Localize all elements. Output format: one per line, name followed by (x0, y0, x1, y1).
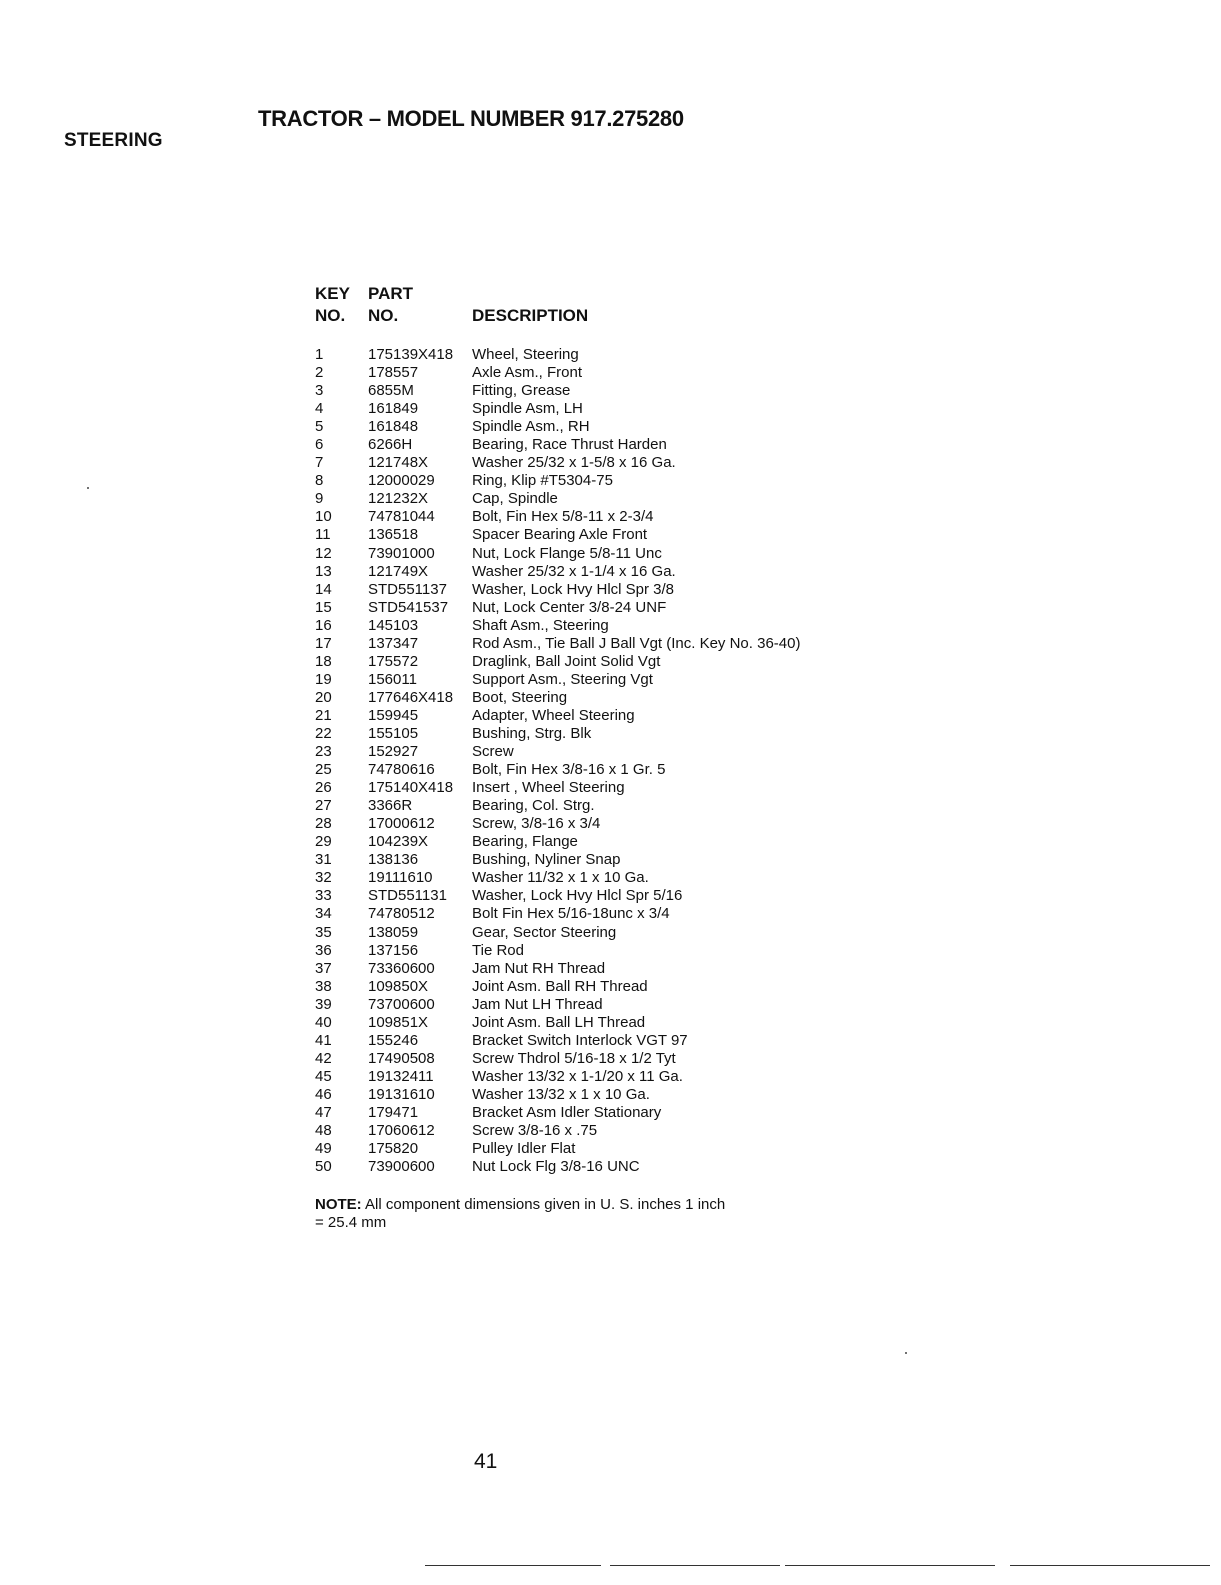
key-cell: 49 (315, 1140, 332, 1158)
description-cell: Screw, 3/8-16 x 3/4 (472, 815, 601, 833)
part-number-cell: 17000612 (368, 815, 435, 833)
part-number-cell: 145103 (368, 616, 419, 634)
key-cell: 12 (315, 544, 332, 562)
description-cell: Bearing, Flange (472, 833, 578, 851)
description-cell: Bracket Asm Idler Stationary (472, 1103, 662, 1121)
key-cell: 17 (315, 634, 332, 652)
description-cell: Washer, Lock Hvy Hlcl Spr 3/8 (472, 580, 675, 598)
key-cell: 27 (315, 797, 332, 815)
description-cell: Washer 25/32 x 1-5/8 x 16 Ga. (472, 454, 676, 472)
description-cell: Shaft Asm., Steering (472, 616, 609, 634)
key-cell: 26 (315, 779, 332, 797)
key-cell: 11 (315, 526, 331, 544)
description-cell: Washer 11/32 x 1 x 10 Ga. (472, 869, 649, 887)
part-number-cell: 137156 (368, 941, 419, 959)
description-cell: Draglink, Ball Joint Solid Vgt (472, 652, 661, 670)
description-cell: Screw 3/8-16 x .75 (472, 1122, 598, 1140)
key-cell: 28 (315, 815, 332, 833)
description-cell: Adapter, Wheel Steering (472, 706, 635, 724)
description-cell: Pulley Idler Flat (472, 1140, 576, 1158)
part-number-cell: STD551131 (368, 887, 447, 905)
part-number-cell: 12000029 (368, 472, 435, 490)
scan-speck (87, 487, 89, 489)
part-number-cell: 19132411 (368, 1067, 434, 1085)
description-cell: Spacer Bearing Axle Front (472, 526, 648, 544)
part-number-cell: 179471 (368, 1103, 419, 1121)
description-cell: Fitting, Grease (472, 382, 571, 400)
part-number-cell: 177646X418 (368, 688, 454, 706)
key-cell: 4 (315, 400, 324, 418)
key-cell: 29 (315, 833, 332, 851)
key-cell: 16 (315, 616, 332, 634)
part-number-cell: 121748X (368, 454, 429, 472)
description-cell: Insert , Wheel Steering (472, 779, 625, 797)
key-cell: 22 (315, 724, 332, 742)
footer-rule (425, 1565, 601, 1566)
part-number-cell: 161848 (368, 418, 419, 436)
key-cell: 6 (315, 436, 324, 454)
key-header-line2: NO. (315, 306, 346, 325)
part-number-cell: 74780616 (368, 761, 435, 779)
description-cell: Joint Asm. Ball RH Thread (472, 977, 648, 995)
part-number-cell: 6855M (368, 382, 414, 400)
footer-rule (785, 1565, 995, 1566)
part-number-cell: 152927 (368, 743, 419, 761)
key-cell: 18 (315, 652, 332, 670)
key-cell: 42 (315, 1049, 332, 1067)
description-cell: Ring, Klip #T5304-75 (472, 472, 613, 490)
description-cell: Washer 25/32 x 1-1/4 x 16 Ga. (472, 562, 676, 580)
key-cell: 50 (315, 1158, 332, 1176)
part-number-cell: 109850X (368, 977, 429, 995)
part-number-cell: 155246 (368, 1031, 419, 1049)
key-cell: 38 (315, 977, 332, 995)
description-cell: Gear, Sector Steering (472, 923, 617, 941)
part-number-cell: 109851X (368, 1013, 429, 1031)
part-number-cell: 121232X (368, 490, 429, 508)
part-number-cell: 104239X (368, 833, 429, 851)
key-cell: 41 (315, 1031, 332, 1049)
part-number-cell: 73901000 (368, 544, 435, 562)
description-cell: Boot, Steering (472, 688, 568, 706)
description-cell: Bushing, Nyliner Snap (472, 851, 621, 869)
key-cell: 1 (315, 346, 324, 363)
description-cell: Washer, Lock Hvy Hlcl Spr 5/16 (472, 887, 683, 905)
key-cell: 14 (315, 580, 332, 598)
part-number-cell: 3366R (368, 797, 413, 815)
note (315, 1196, 735, 1232)
part-number-cell: 6266H (368, 436, 413, 454)
key-cell: 20 (315, 688, 332, 706)
key-cell: 48 (315, 1122, 332, 1140)
key-cell: 33 (315, 887, 332, 905)
part-number-cell: 138059 (368, 923, 419, 941)
key-cell: 39 (315, 995, 332, 1013)
part-number-cell: 175572 (368, 652, 419, 670)
part-number-cell: STD551137 (368, 580, 447, 598)
note-label: NOTE: (315, 1196, 362, 1213)
description-cell: Washer 13/32 x 1-1/20 x 11 Ga. (472, 1067, 683, 1085)
part-number-cell: 121749X (368, 562, 429, 580)
key-cell: 45 (315, 1067, 332, 1085)
key-cell: 35 (315, 923, 332, 941)
part-number-cell: 138136 (368, 851, 419, 869)
part-number-cell: 17060612 (368, 1122, 435, 1140)
description-cell: Nut, Lock Center 3/8-24 UNF (472, 598, 667, 616)
description-cell: Bearing, Col. Strg. (472, 797, 595, 815)
key-cell: 15 (315, 598, 332, 616)
key-cell: 25 (315, 761, 332, 779)
description-cell: Bolt, Fin Hex 5/8-11 x 2-3/4 (472, 508, 654, 526)
part-number-cell: 156011 (368, 670, 417, 688)
part-number-cell: 136518 (368, 526, 419, 544)
description-cell: Joint Asm. Ball LH Thread (472, 1013, 646, 1031)
description-cell: Jam Nut LH Thread (472, 995, 603, 1013)
key-cell: 47 (315, 1103, 332, 1121)
page-number: 41 (474, 1450, 498, 1473)
part-number-cell: 73360600 (368, 959, 435, 977)
part-number-cell: 19111610 (368, 869, 433, 887)
part-number-cell: 159945 (368, 706, 419, 724)
description-cell: Screw (472, 743, 514, 761)
description-cell: Nut, Lock Flange 5/8-11 Unc (472, 544, 662, 562)
key-cell: 7 (315, 454, 324, 472)
description-cell: Washer 13/32 x 1 x 10 Ga. (472, 1085, 650, 1103)
description-cell: Bolt Fin Hex 5/16-18unc x 3/4 (472, 905, 670, 923)
footer-rule (610, 1565, 780, 1566)
part-number-cell: 19131610 (368, 1085, 435, 1103)
description-cell: Support Asm., Steering Vgt (472, 670, 653, 688)
key-cell: 9 (315, 490, 324, 508)
part-number-cell: 155105 (368, 724, 419, 742)
key-cell: 10 (315, 508, 332, 526)
description-cell: Bracket Switch Interlock VGT 97 (472, 1031, 688, 1049)
key-cell: 46 (315, 1085, 332, 1103)
description-cell: Tie Rod (472, 941, 524, 959)
description-cell: Rod Asm., Tie Ball J Ball Vgt (Inc. Key No. 36-40) (472, 634, 801, 652)
part-number-cell: 161849 (368, 400, 419, 418)
key-cell: 34 (315, 905, 332, 923)
part-header-line2: NO. (368, 306, 399, 325)
description-cell: Wheel, Steering (472, 346, 579, 363)
part-number-cell: 175139X418 (368, 346, 454, 363)
key-cell: 19 (315, 670, 332, 688)
key-cell: 13 (315, 562, 332, 580)
part-number-cell: 17490508 (368, 1049, 435, 1067)
part-number-cell: 74780512 (368, 905, 435, 923)
key-cell: 36 (315, 941, 332, 959)
description-header: DESCRIPTION (472, 306, 589, 325)
key-cell: 5 (315, 418, 324, 436)
part-number-cell: 74781044 (368, 508, 435, 526)
part-number-cell: 137347 (368, 634, 419, 652)
description-cell: Spindle Asm., RH (472, 418, 590, 436)
part-number-cell: 175140X418 (368, 779, 454, 797)
key-cell: 3 (315, 382, 324, 400)
scan-speck (905, 1352, 907, 1354)
part-number-cell: 175820 (368, 1140, 419, 1158)
description-cell: Axle Asm., Front (472, 364, 583, 382)
part-header-line1: PART (368, 284, 414, 303)
note-text: All component dimensions given in U. S. inches 1 inch = 25.4 mm (315, 1196, 726, 1231)
section-label: STEERING (64, 130, 163, 151)
key-cell: 40 (315, 1013, 332, 1031)
key-header-line1: KEY (315, 284, 350, 303)
key-cell: 32 (315, 869, 332, 887)
key-cell: 8 (315, 472, 324, 490)
description-cell: Jam Nut RH Thread (472, 959, 606, 977)
key-cell: 31 (315, 851, 332, 869)
part-number-cell: 178557 (368, 364, 419, 382)
description-cell: Bushing, Strg. Blk (472, 724, 592, 742)
description-cell: Bolt, Fin Hex 3/8-16 x 1 Gr. 5 (472, 761, 666, 779)
description-cell: Screw Thdrol 5/16-18 x 1/2 Tyt (472, 1049, 676, 1067)
part-number-cell: STD541537 (368, 598, 449, 616)
description-cell: Spindle Asm, LH (472, 400, 583, 418)
part-number-cell: 73700600 (368, 995, 435, 1013)
footer-rule (1010, 1565, 1210, 1566)
key-cell: 2 (315, 364, 324, 382)
key-cell: 21 (315, 706, 332, 724)
page-title: TRACTOR – MODEL NUMBER 917.275280 (258, 106, 684, 131)
key-cell: 37 (315, 959, 332, 977)
key-cell: 23 (315, 743, 332, 761)
description-cell: Bearing, Race Thrust Harden (472, 436, 667, 454)
description-cell: Nut Lock Flg 3/8-16 UNC (472, 1158, 640, 1176)
part-number-cell: 73900600 (368, 1158, 435, 1176)
description-cell: Cap, Spindle (472, 490, 558, 508)
